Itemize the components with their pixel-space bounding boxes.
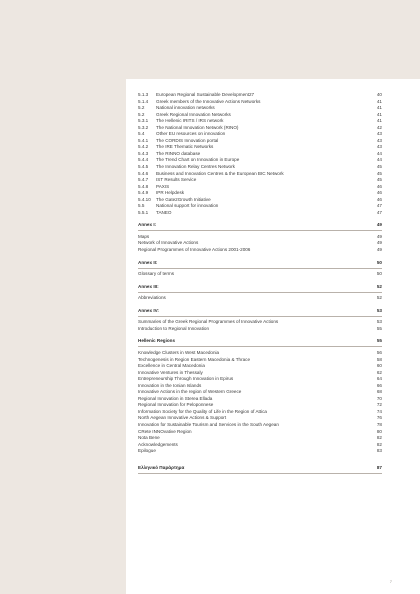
toc-title: Innovative Actions in the region of Western Greece — [138, 389, 242, 395]
toc-page: 60 — [376, 363, 382, 369]
toc-number: 5.4.6 — [138, 170, 149, 176]
annex-2-heading[interactable] — [138, 260, 382, 267]
toc-title: Knowledge Clusters in West Macedonia — [138, 349, 220, 355]
toc-page: 58 — [376, 356, 382, 362]
toc-page: 72 — [376, 402, 382, 408]
toc-title: Regional Programmes of Innovative Actions 2001-2006 — [138, 247, 251, 253]
toc-page: 44 — [376, 150, 382, 156]
toc-title: Entrepreneurship Through Innovation in Epirus — [138, 376, 234, 382]
toc-page: 49 — [376, 222, 382, 228]
toc-title: Technogenesis in Region Eastern Macedonia & Thrace — [138, 356, 251, 362]
toc-title: Network of Innovative Actions — [138, 240, 199, 246]
toc-page: 52 — [376, 295, 382, 301]
top-color-band — [0, 0, 420, 79]
toc-page: 43 — [376, 137, 382, 143]
toc-page: 50 — [376, 259, 382, 265]
toc-page: 47 — [376, 209, 382, 215]
toc-title: IPR Helpdesk — [156, 190, 185, 196]
toc-title: Regional Innovation in Sterea Ellada — [138, 395, 213, 401]
toc-page: 62 — [376, 369, 382, 375]
section-heading-title: Annex I: — [138, 222, 157, 228]
toc-number: 5.2 — [138, 105, 145, 111]
toc-number: 5.4.5 — [138, 164, 149, 170]
toc-row[interactable] — [138, 326, 382, 333]
toc-page: 40 — [376, 92, 382, 97]
toc-title: TANEO — [156, 209, 172, 215]
toc-page: 68 — [376, 389, 382, 395]
toc-page: 53 — [376, 307, 382, 313]
numbered-section-list — [138, 92, 382, 216]
toc-title: The Gate2Growth Initiative — [156, 196, 211, 202]
toc-page: 45 — [376, 164, 382, 170]
toc-title: The CORDIS Innovation portal — [156, 137, 219, 143]
toc-page: 41 — [376, 111, 382, 117]
toc-title: National support for innovation — [156, 203, 219, 209]
toc-title: PAXIS — [156, 183, 170, 189]
toc-title: Greek Regional Innovation Networks — [156, 111, 231, 117]
toc-title: The Innovation Relay Centres Network — [156, 164, 235, 170]
toc-title: Innovation for Sustainable Tourism and Services in the South Aegean — [138, 421, 279, 427]
toc-title: Greek members of the Innovative Actions Networks — [156, 98, 261, 104]
toc-number: 5.1.3 — [138, 92, 149, 97]
toc-number: 5.4.7 — [138, 177, 149, 183]
toc-page: 76 — [376, 415, 382, 421]
section-heading-title: Annex II: — [138, 259, 158, 265]
toc-page: 53 — [376, 319, 382, 325]
toc-title: Nota Bene — [138, 435, 160, 441]
toc-page: 64 — [376, 376, 382, 382]
toc-title: Abbreviations — [138, 295, 166, 301]
toc-page: 41 — [376, 118, 382, 124]
toc-title: The RINNO database — [156, 150, 201, 156]
toc-number: 5.4.9 — [138, 190, 149, 196]
toc-page: 87 — [376, 464, 382, 470]
toc-title: Innovation in the Ionian Islands — [138, 382, 202, 388]
divider — [138, 473, 382, 474]
toc-title: Information Society for the Quality of Life in the Region of Attica — [138, 408, 267, 414]
toc-page: 46 — [376, 196, 382, 202]
toc-title: Maps — [138, 233, 150, 239]
toc-page: 82 — [376, 441, 382, 447]
toc-title: CRete INNOvative Region — [138, 428, 192, 434]
toc-title: Acknowledgements — [138, 441, 178, 447]
toc-number: 5.3.2 — [138, 124, 149, 130]
toc-title: Regional Innovation for Peloponnese — [138, 402, 214, 408]
toc-row[interactable] — [138, 448, 382, 455]
toc-page: 43 — [376, 131, 382, 137]
toc-page: 55 — [376, 325, 382, 331]
toc-number: 5.4.10 — [138, 196, 151, 202]
toc-number: 5.4.3 — [138, 150, 149, 156]
toc-page: 49 — [376, 240, 382, 246]
annex-3-heading[interactable] — [138, 284, 382, 291]
toc-page: 43 — [376, 144, 382, 150]
hellenic-regions-heading[interactable] — [138, 338, 382, 345]
section-heading-title: Hellenic Regions — [138, 338, 176, 344]
toc-title: North Aegean Innovative Actions & Support — [138, 415, 227, 421]
toc-page: 55 — [376, 338, 382, 344]
toc-page: 78 — [376, 421, 382, 427]
toc-page: 41 — [376, 98, 382, 104]
toc-row[interactable] — [138, 295, 382, 302]
toc-page: 41 — [376, 105, 382, 111]
toc-page: 45 — [376, 177, 382, 183]
divider — [138, 230, 382, 231]
table-of-contents — [138, 92, 382, 476]
toc-page: 83 — [376, 448, 382, 454]
toc-title: Business and Innovation Centres & the European BIC Network — [156, 170, 284, 176]
toc-title: Summaries of the Greek Regional Programmes of Innovative Actions — [138, 319, 279, 325]
toc-page: 42 — [376, 124, 382, 130]
toc-number: 5.4 — [138, 131, 145, 137]
toc-title: The Trend Chart on Innovation in Europe — [156, 157, 240, 163]
greek-annex-heading[interactable] — [138, 465, 382, 472]
toc-page: 46 — [376, 183, 382, 189]
toc-page: 56 — [376, 349, 382, 355]
divider — [138, 268, 382, 269]
divider — [138, 316, 382, 317]
toc-page: 46 — [376, 190, 382, 196]
toc-number: 5.3.1 — [138, 118, 149, 124]
toc-row[interactable] — [138, 271, 382, 278]
divider — [138, 346, 382, 347]
toc-page: 82 — [376, 435, 382, 441]
toc-title: Innovative Ventures in Thessaly — [138, 369, 203, 375]
toc-page: 52 — [376, 283, 382, 289]
toc-title: European Regional Sustainable Development27 — [156, 92, 255, 97]
toc-number: 5.4.4 — [138, 157, 149, 163]
toc-title: IST Results Service — [156, 177, 197, 183]
toc-title: The IRE Thematic Networks — [156, 144, 214, 150]
annex-4-heading[interactable] — [138, 308, 382, 315]
toc-title: Introduction to Regional Innovation — [138, 325, 209, 331]
toc-page: 66 — [376, 382, 382, 388]
toc-title: The National Innovation Network (RINO) — [156, 124, 239, 130]
toc-title: Glossary of terms — [138, 271, 174, 277]
section-heading-title: Ελληνικό Παράρτημα — [138, 464, 185, 470]
toc-number: 5.1.4 — [138, 98, 149, 104]
toc-title: Excellence in Central Macedonia — [138, 363, 205, 369]
toc-page: 50 — [376, 271, 382, 277]
toc-title: Epilogue — [138, 448, 156, 454]
toc-page: 70 — [376, 395, 382, 401]
toc-number: 5.4.8 — [138, 183, 149, 189]
toc-row[interactable] — [138, 210, 382, 217]
toc-number: 5.2 — [138, 111, 145, 117]
annex-1-heading[interactable] — [138, 222, 382, 229]
page-number: 7 — [389, 579, 392, 584]
toc-page: 47 — [376, 203, 382, 209]
toc-page: 49 — [376, 247, 382, 253]
left-color-band — [0, 79, 126, 594]
toc-row[interactable] — [138, 247, 382, 254]
toc-number: 5.4.2 — [138, 144, 149, 150]
toc-title: National innovation networks — [156, 105, 215, 111]
toc-page: 44 — [376, 157, 382, 163]
section-heading-title: Annex IV: — [138, 307, 159, 313]
toc-page: 45 — [376, 170, 382, 176]
toc-number: 5.4.1 — [138, 137, 149, 143]
section-heading-title: Annex III: — [138, 283, 159, 289]
divider — [138, 292, 382, 293]
toc-page: 49 — [376, 233, 382, 239]
toc-title: The Hellenic IRITS / IRS network — [156, 118, 224, 124]
toc-page: 80 — [376, 428, 382, 434]
toc-page: 74 — [376, 408, 382, 414]
toc-title: Other EU resources on innovation — [156, 131, 226, 137]
toc-number: 5.5 — [138, 203, 145, 209]
toc-number: 5.5.1 — [138, 209, 149, 215]
